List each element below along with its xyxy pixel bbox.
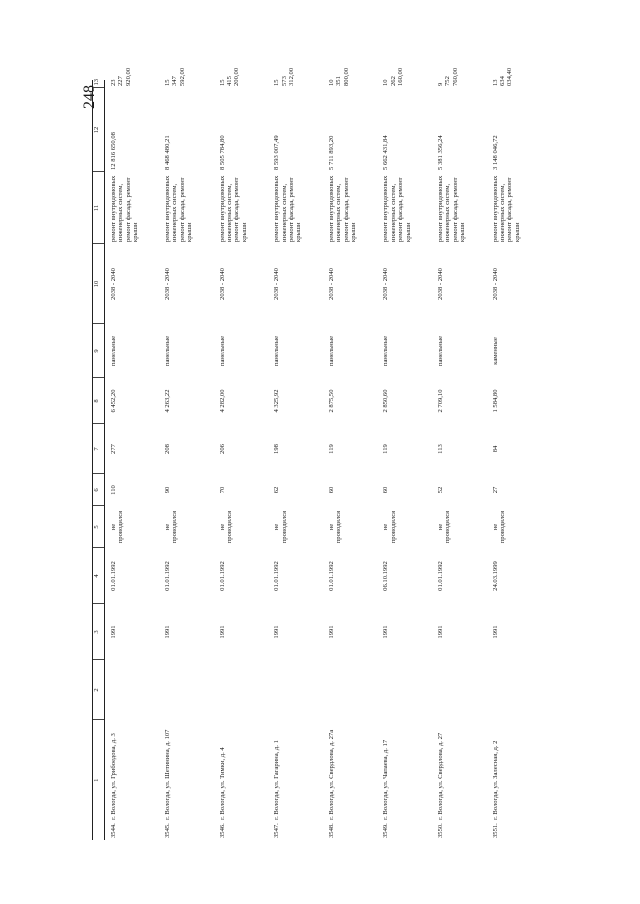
repair-period: 2038 - 2040 [382, 268, 390, 300]
total-cost: 13 634 034,40 [491, 67, 514, 86]
table-row [159, 80, 214, 840]
address: г. Вологда, ул. Свердлова, д. 27 [437, 732, 445, 820]
repair-cost: 8 593 007,49 [273, 135, 281, 170]
table-row [214, 80, 269, 840]
row-number: 3547. [273, 823, 281, 838]
repair-cost: 12 816 650,08 [110, 132, 117, 170]
header-row [93, 80, 105, 840]
address-cell [377, 720, 432, 840]
apartment-count: 52 [437, 486, 445, 494]
address-cell [432, 720, 487, 840]
wall-material: каменные [491, 337, 499, 365]
total-area: 2 709,10 [437, 389, 445, 413]
apartment-count: 70 [218, 486, 226, 494]
wall-material: панельные [437, 335, 445, 367]
repair-cost: 3 148 046,72 [491, 135, 499, 170]
table-row [377, 80, 432, 840]
row-number: 3548. [327, 823, 335, 838]
resident-count: 206 [218, 444, 226, 454]
commission-date: 24.03.1999 [491, 561, 499, 591]
total-area: 6 452,20 [110, 389, 117, 413]
wall-material: панельные [110, 335, 117, 367]
row-number: 3546. [218, 823, 226, 838]
housing-repair-table [92, 67, 541, 840]
repair-period: 2038 - 2040 [164, 268, 172, 300]
address: г. Вологда, ул. Шетинина, д. 107 [164, 729, 172, 820]
empty-cell [105, 660, 160, 720]
repair-period: 2038 - 2040 [110, 268, 117, 300]
address: г. Вологда, ул. Залесная, д. 2 [491, 740, 499, 820]
column-header: 7 [93, 424, 105, 474]
total-area: 2 850,60 [382, 389, 390, 413]
total-area: 4 282,00 [218, 389, 226, 413]
address: г. Вологда, ул. Тимки, д. 4 [218, 747, 226, 820]
overhaul-status: не проводился [164, 510, 179, 544]
total-cost: 15 347 592,00 [164, 67, 186, 86]
wall-material: панельные [218, 335, 226, 367]
row-number: 3544. [110, 823, 117, 838]
column-header: 1 [93, 720, 105, 840]
repair-works: ремонт внутридомовых инженерных систем, ремонт фасада, ремонт крыши [327, 175, 357, 242]
address-cell [214, 720, 269, 840]
address-cell [487, 720, 542, 840]
total-area: 4 263,22 [164, 389, 172, 413]
address: г. Вологда, ул. Грибоедова, д. 3 [110, 733, 117, 820]
empty-cell [487, 660, 542, 720]
total-area: 2 875,50 [327, 389, 335, 413]
total-area: 4 325,92 [273, 389, 281, 413]
repair-works: ремонт внутридомовых инженерных систем, ремонт фасада, ремонт крыши [491, 175, 521, 242]
column-header: 8 [93, 378, 105, 424]
year-built: 1991 [382, 625, 390, 639]
rotated-table-wrapper [92, 67, 540, 840]
repair-cost: 8 505 784,80 [218, 135, 226, 170]
year-built: 1991 [164, 625, 172, 639]
address-cell [268, 720, 323, 840]
table-row [487, 80, 542, 840]
commission-date: 01.01.1992 [327, 561, 335, 591]
repair-period: 2038 - 2040 [218, 268, 226, 300]
wall-material: панельные [273, 335, 281, 367]
repair-period: 2038 - 2040 [437, 268, 445, 300]
table-row [432, 80, 487, 840]
year-built: 1991 [273, 625, 281, 639]
address-cell [159, 720, 214, 840]
apartment-count: 60 [327, 486, 335, 494]
total-cost: 10 262 160,00 [382, 67, 405, 86]
empty-cell [214, 660, 269, 720]
column-header: 2 [93, 660, 105, 720]
overhaul-status: не проводился [273, 510, 288, 544]
commission-date: 01.01.1992 [164, 561, 172, 591]
column-header: 10 [93, 244, 105, 324]
repair-works: ремонт внутридомовых инженерных систем, ремонт фасада, ремонт крыши [437, 175, 467, 242]
repair-cost: 5 381 356,24 [437, 135, 445, 170]
column-header: 13 [93, 80, 105, 88]
page-number: 248 [81, 85, 98, 109]
commission-date: 06.10.1992 [382, 561, 390, 591]
table-row [268, 80, 323, 840]
repair-works: ремонт внутридомовых инженерных систем, ремонт фасада, ремонт крыши [110, 175, 140, 242]
apartment-count: 62 [273, 486, 281, 494]
wall-material: панельные [164, 335, 172, 367]
table-body [105, 67, 542, 840]
wall-material: панельные [327, 335, 335, 367]
empty-cell [432, 660, 487, 720]
overhaul-status: не проводился [437, 510, 452, 544]
wall-material: панельные [382, 335, 390, 367]
column-header: 9 [93, 324, 105, 378]
total-cost: 15 415 200,00 [218, 67, 241, 86]
resident-count: 198 [273, 444, 281, 454]
table-row [105, 80, 160, 840]
total-cost: 23 227 920,00 [110, 67, 132, 86]
repair-works: ремонт внутридомовых инженерных систем, ремонт фасада, ремонт крыши [218, 175, 248, 242]
address: г. Вологда, ул. Свердлова, д. 27а [327, 729, 335, 820]
resident-count: 84 [491, 445, 499, 453]
repair-period: 2038 - 2040 [273, 268, 281, 300]
apartment-count: 110 [110, 485, 117, 495]
resident-count: 113 [437, 444, 445, 454]
repair-period: 2038 - 2040 [327, 268, 335, 300]
commission-date: 01.01.1992 [273, 561, 281, 591]
resident-count: 208 [164, 444, 172, 454]
repair-cost: 5 711 893,20 [327, 135, 335, 170]
table-row [323, 80, 378, 840]
apartment-count: 60 [382, 486, 390, 494]
total-area: 1 584,80 [491, 389, 499, 413]
empty-cell [323, 660, 378, 720]
row-number: 3551. [491, 823, 499, 838]
address: г. Вологда, ул. Гагарина, д. 1 [273, 740, 281, 820]
empty-cell [159, 660, 214, 720]
address: г. Вологда, ул. Чапаева, д. 17 [382, 739, 390, 820]
repair-works: ремонт внутридомовых инженерных систем, ремонт фасада, ремонт крыши [382, 175, 412, 242]
repair-cost: 5 662 431,84 [382, 135, 390, 170]
year-built: 1991 [491, 625, 499, 639]
address-cell [105, 720, 160, 840]
column-header: 12 [93, 88, 105, 172]
column-header: 11 [93, 172, 105, 244]
repair-period: 2038 - 2040 [491, 268, 499, 300]
resident-count: 277 [110, 444, 117, 454]
address-cell [323, 720, 378, 840]
commission-date: 01.01.1992 [110, 561, 117, 591]
column-header: 6 [93, 474, 105, 506]
resident-count: 119 [327, 444, 335, 454]
column-header: 4 [93, 548, 105, 604]
repair-works: ремонт внутридомовых инженерных систем, ремонт фасада, ремонт крыши [273, 175, 303, 242]
total-cost: 10 351 800,00 [327, 67, 350, 86]
commission-date: 01.01.1992 [218, 561, 226, 591]
year-built: 1991 [110, 625, 117, 639]
overhaul-status: не проводился [382, 510, 397, 544]
apartment-count: 27 [491, 486, 499, 494]
year-built: 1991 [437, 625, 445, 639]
total-cost: 15 573 312,00 [273, 67, 296, 86]
commission-date: 01.01.1992 [437, 561, 445, 591]
resident-count: 119 [382, 444, 390, 454]
total-cost: 9 752 760,00 [437, 67, 459, 86]
overhaul-status: не проводился [218, 510, 234, 544]
overhaul-status: не проводился [110, 510, 125, 544]
apartment-count: 90 [164, 486, 172, 494]
year-built: 1991 [218, 625, 226, 639]
repair-cost: 8 468 480,21 [164, 135, 172, 170]
repair-works: ремонт внутридомовых инженерных систем, ремонт фасада, ремонт крыши [164, 175, 194, 242]
overhaul-status: не проводился [327, 510, 343, 544]
row-number: 3550. [437, 823, 445, 838]
column-header: 5 [93, 506, 105, 548]
overhaul-status: не проводился [491, 510, 507, 544]
row-number: 3545. [164, 823, 172, 838]
empty-cell [377, 660, 432, 720]
column-header: 3 [93, 604, 105, 660]
row-number: 3549. [382, 823, 390, 838]
empty-cell [268, 660, 323, 720]
year-built: 1991 [327, 625, 335, 639]
